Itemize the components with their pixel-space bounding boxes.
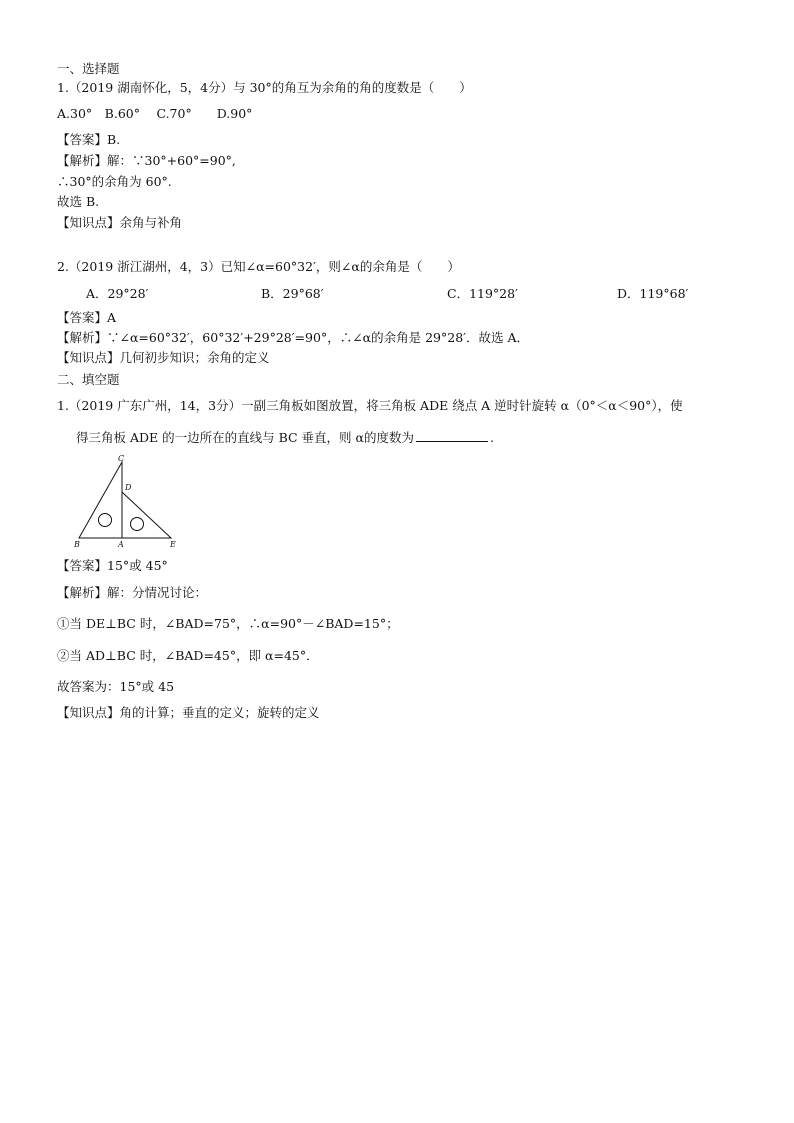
label-e: E [170, 540, 176, 549]
q2-choice-d: D．119°68′ [617, 286, 689, 301]
fill-q1-stem-line1: 1.（2019 广东广州，14，3分）一副三角板如图放置，将三角板 ADE 绕点 A 逆时针旋转 α（0°＜α＜90°），使 [57, 398, 683, 413]
fill-q1-case2: ②当 AD⊥BC 时，∠BAD=45°，即 α=45°． [57, 648, 319, 663]
q2-stem: 2.（2019 浙江湖州，4，3）已知∠α=60°32′，则∠α的余角是（ ） [57, 259, 460, 274]
fill-q1-stem-line2 [76, 429, 494, 446]
q1-answer: 【答案】B. [57, 132, 121, 147]
q2-answer: 【答案】A [57, 310, 117, 325]
answer-blank [416, 429, 488, 442]
q2-choice-a: A．29°28′ [86, 286, 149, 301]
fill-q1-answer: 【答案】15°或 45° [57, 558, 168, 573]
circle-left [99, 514, 112, 527]
q1-knowledge: 【知识点】余角与补角 [57, 215, 183, 230]
q1-analysis-line1: 【解析】解：∵30°+60°=90°, [57, 153, 236, 168]
section-heading-fill: 二、填空题 [57, 372, 120, 387]
fill-q1-stem-text: 得三角板 ADE 的一边所在的直线与 BC 垂直，则 α的度数为 [76, 430, 414, 445]
triangle-set-figure [70, 454, 185, 550]
q2-analysis: 【解析】∵∠α=60°32′，60°32′+29°28′=90°，∴∠α的余角是 29°28′．故选 A． [57, 330, 529, 345]
q1-analysis-line3: 故选 B. [57, 194, 100, 209]
label-b: B [74, 540, 80, 549]
label-a: A [118, 540, 124, 549]
fill-q1-knowledge: 【知识点】角的计算；垂直的定义；旋转的定义 [57, 705, 320, 720]
fill-q1-analysis-intro: 【解析】解：分情况讨论： [57, 585, 208, 600]
fill-q1-stem-end: . [489, 430, 494, 445]
label-d: D [125, 483, 132, 492]
label-c: C [118, 454, 125, 463]
section-heading-choice: 一、选择题 [57, 61, 120, 76]
fill-q1-case1: ①当 DE⊥BC 时，∠BAD=75°，∴α=90°－∠BAD=15°； [57, 616, 399, 631]
q2-choice-c: C．119°28′ [447, 286, 518, 301]
triangle-ade [122, 492, 171, 538]
q2-choice-b: B．29°68′ [261, 286, 324, 301]
fill-q1-conclusion: 故答案为：15°或 45 [57, 679, 175, 694]
q1-choices: A.30° B.60° C.70° D.90° [57, 106, 253, 121]
triangle-abc [79, 462, 122, 538]
q2-knowledge: 【知识点】几何初步知识；余角的定义 [57, 350, 270, 365]
circle-right [131, 518, 144, 531]
q1-stem: 1.（2019 湖南怀化，5，4分）与 30°的角互为余角的角的度数是（ ） [57, 80, 472, 95]
q1-analysis-line2: ∴30°的余角为 60°. [57, 174, 172, 189]
